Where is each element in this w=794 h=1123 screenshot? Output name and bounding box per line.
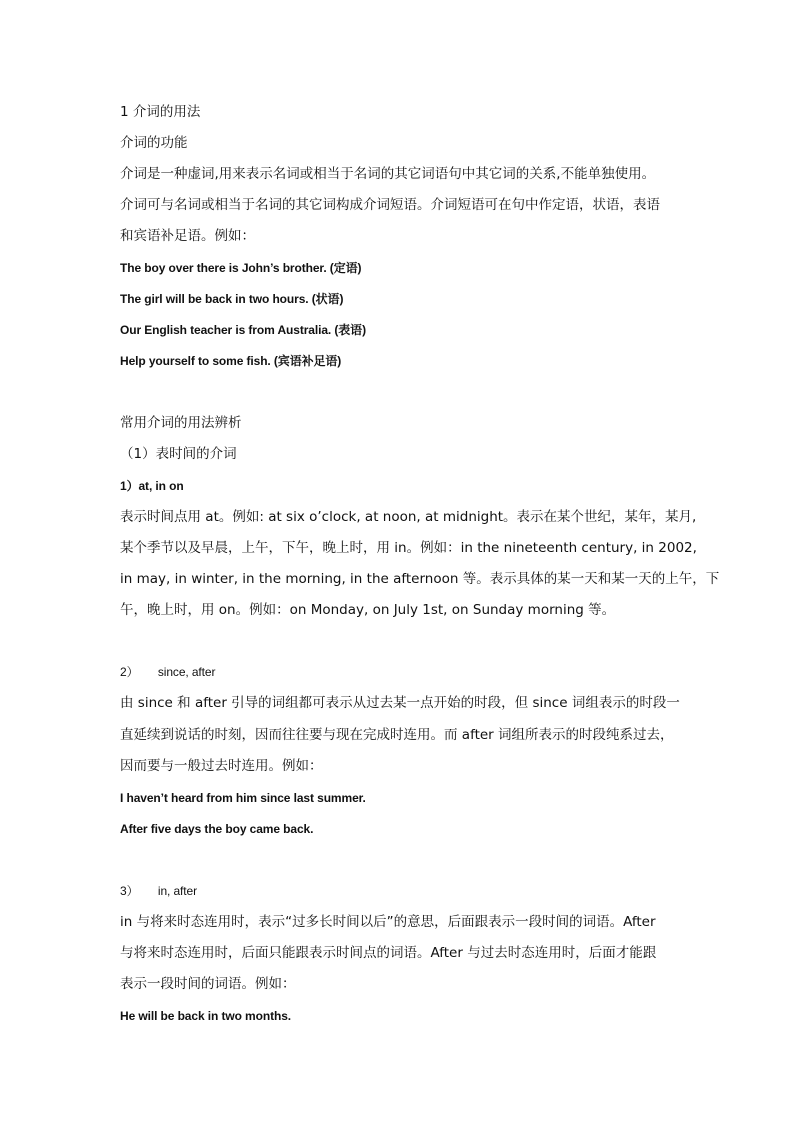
example-sentence: Our English teacher is from Australia. (表语) bbox=[120, 323, 366, 337]
item3-title: 3） in, after bbox=[120, 884, 197, 898]
para1-line: 介词是一种虚词,用来表示名词或相当于名词的其它词语句中其它词的关系,不能单独使用。 bbox=[120, 166, 656, 182]
item3-line: in 与将来时态连用时，表示“过多长时间以后”的意思，后面跟表示一段时间的词语。After bbox=[120, 914, 656, 930]
item2-title: 2） since, after bbox=[120, 665, 216, 679]
example-sentence: The girl will be back in two hours. (状语) bbox=[120, 292, 344, 306]
item1-line: 午，晚上时，用 on。例如：on Monday, on July 1st, on Sunday morning 等。 bbox=[120, 602, 616, 618]
item1-line: in may, in winter, in the morning, in the afternoon 等。表示具体的某一天和某一天的上午，下 bbox=[120, 571, 720, 587]
example-sentence: Help yourself to some fish. (宾语补足语) bbox=[120, 354, 342, 368]
item2-line: 直延续到说话的时刻，因而往往要与现在完成时连用。而 after 词组所表示的时段纯系过去， bbox=[120, 727, 674, 743]
subsection-title: （1）表时间的介词 bbox=[120, 446, 237, 462]
item3-line: 与将来时态连用时，后面只能跟表示时间点的词语。After 与过去时态连用时，后面才能跟 bbox=[120, 945, 657, 961]
example-sentence: The boy over there is John’s brother. (定语) bbox=[120, 261, 362, 275]
example-sentence: I haven’t heard from him since last summer. bbox=[120, 791, 366, 805]
function-title: 介词的功能 bbox=[120, 135, 188, 151]
heading: 1 介词的用法 bbox=[120, 104, 201, 120]
para1-line: 和宾语补足语。例如： bbox=[120, 228, 255, 244]
item2-line: 由 since 和 after 引导的词组都可表示从过去某一点开始的时段，但 since 词组表示的时段一 bbox=[120, 695, 680, 711]
item1-line: 某个季节以及早晨，上午，下午，晚上时，用 in。例如：in the nineteenth century, in 2002, bbox=[120, 540, 697, 556]
item3-line: 表示一段时间的词语。例如： bbox=[120, 976, 296, 992]
example-sentence: He will be back in two months. bbox=[120, 1009, 292, 1023]
item1-title: 1）at, in on bbox=[120, 479, 184, 493]
item1-line: 表示时间点用 at。例如: at six o’clock, at noon, at midnight。表示在某个世纪，某年，某月, bbox=[120, 509, 697, 525]
para1-line: 介词可与名词或相当于名词的其它词构成介词短语。介词短语可在句中作定语，状语，表语 bbox=[120, 197, 660, 213]
item2-line: 因而要与一般过去时连用。例如： bbox=[120, 758, 323, 774]
section-title: 常用介词的用法辨析 bbox=[120, 415, 242, 431]
example-sentence: After five days the boy came back. bbox=[120, 822, 314, 836]
